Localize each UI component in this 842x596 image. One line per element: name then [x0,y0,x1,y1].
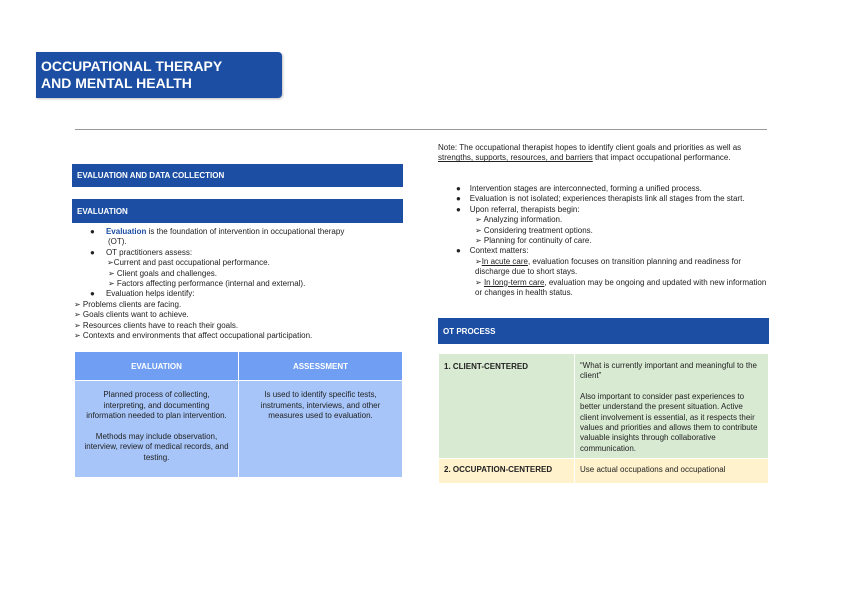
cell-text: Methods may include observation, interview, review of medical records, and testing. [84,431,229,462]
cell-text: Also important to consider past experiences to better understand the present situation. Active client involvement is essential, as it respects their values and priorities and allows them to contribute valuable insights through collaborative communication. [580,391,758,453]
arrow-item: ➢ Goals clients want to achieve. [74,310,189,320]
note-text: that impact occupational performance. [592,153,731,163]
long-term-care-item [456,278,768,299]
cell-text: Planned process of collecting, interpreting, and documenting information needed to plan intervention. [86,390,227,420]
sub-item: ➢ Client goals and challenges. [108,268,217,278]
bullet-text: Context matters: [469,246,529,256]
table-header-assessment: ASSESSMENT [239,352,403,381]
arrow-item: ➢ Contexts and environments that affect occupational participation. [74,331,313,341]
evaluation-term: Evaluation [105,227,147,236]
sub-item: ➢ Analyzing information. [475,215,563,225]
arrow-item: ➢ Problems clients are facing. [74,300,182,309]
long-term-care-link: In long-term care [483,277,545,287]
table-row [439,459,769,484]
note-paragraph [438,143,770,164]
horizontal-divider [75,129,767,130]
section-header-label: EVALUATION [77,206,128,216]
note-underlined: strengths, supports, resources, and barriers [438,153,593,163]
sub-item: ➢Current and past occupational performance. [107,258,270,268]
bullet-text: Evaluation helps identify: [105,289,195,299]
bullet-evaluation: ● Evaluation is the foundation of intervention in occupational therapy [90,227,345,236]
bullet-text: Evaluation is not isolated; experiences therapists link all stages from the start. [469,194,745,204]
bullet-text: Upon referral, therapists begin: [469,204,580,214]
bullet-practitioners: ● OT practitioners assess: [90,247,193,257]
bullet-helps-identify: ● Evaluation helps identify: [90,289,195,299]
page-title-line1: OCCUPATIONAL THERAPY [41,58,223,74]
table-cell-evaluation [75,381,239,478]
evaluation-bullets [90,227,400,300]
identify-list [74,300,404,342]
bullet-continuation: (OT). [108,237,127,247]
bullet-item: ● Intervention stages are interconnected, forming a unified process. [456,184,702,193]
acute-care-item [456,257,768,278]
bullet-text: Intervention stages are interconnected, forming a unified process. [469,184,702,193]
arrow-glyph: ➢ [475,256,482,266]
cell-text: Is used to identify specific tests, instruments, interviews, and other measures used to evaluation. [260,390,381,420]
bullet-item: ● Context matters: [456,246,529,256]
bullet-text: OT practitioners assess: [105,247,193,257]
section-header-label: EVALUATION AND DATA COLLECTION [77,171,225,180]
arrow-glyph: ➢ [475,277,484,287]
table-row [75,381,403,478]
acute-care-link: In acute care [481,256,528,266]
evaluation-assessment-table [74,351,403,478]
bullet-item: ● Evaluation is not isolated; experiences therapists link all stages from the start. [456,194,745,204]
page-title-banner [36,52,282,98]
sub-item: ➢ Planning for continuity of care. [475,236,592,246]
bullet-text: is the foundation of intervention in occupational therapy [146,227,345,236]
section-header-evaluation [72,199,403,223]
row-text-client-centered [575,354,769,459]
item-text: , evaluation may be ongoing and updated with new information or changes in health status. [475,277,767,298]
section-header-evaluation-data-collection [72,164,403,187]
item-text: , evaluation focuses on transition planning and readiness for discharge due to short stays. [475,256,741,277]
arrow-item: ➢ Resources clients have to reach their goals. [74,320,239,330]
sub-item: ➢ Considering treatment options. [475,225,593,235]
cell-text: “What is currently important and meaningful to the client” [580,361,757,381]
process-bullets [456,184,768,298]
section-header-label: OT PROCESS [443,326,496,336]
bullet-item: ● Upon referral, therapists begin: [456,204,580,214]
table-header-evaluation: EVALUATION [75,352,239,381]
section-header-ot-process [438,318,769,344]
table-row [439,354,769,459]
sub-item: ➢ Factors affecting performance (internal and external). [108,279,306,289]
page-title-line2: AND MENTAL HEALTH [41,75,192,91]
table-header-row [75,352,403,381]
row-label-client-centered: 1. CLIENT-CENTERED [439,354,575,459]
ot-process-table [438,353,769,484]
row-text-occupation-centered: Use actual occupations and occupational [575,459,769,484]
row-label-occupation-centered: 2. OCCUPATION-CENTERED [439,459,575,484]
note-text: Note: The occupational therapist hopes to identify client goals and priorities as well as [438,143,742,152]
table-cell-assessment [239,381,403,478]
